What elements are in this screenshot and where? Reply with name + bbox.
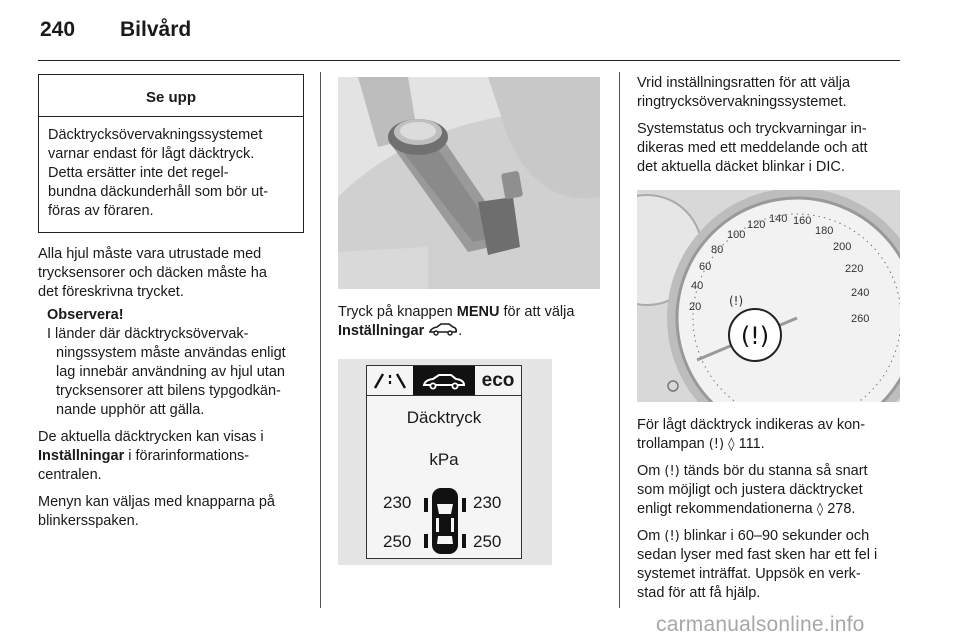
- dic-display: [366, 365, 522, 559]
- column-1: [38, 74, 304, 531]
- instruction-text: Tryck på knappen MENU för att välja Inställningar .: [338, 304, 575, 339]
- page-number: 240: [40, 18, 76, 41]
- svg-text:160: 160: [793, 215, 812, 227]
- pressure-rear-right: 250: [473, 532, 502, 551]
- caution-heading: Se upp: [39, 75, 303, 117]
- page-reference-icon: ◊: [728, 437, 735, 452]
- road-icon: [372, 372, 408, 390]
- tpms-warning-icon-small: (!): [729, 294, 744, 308]
- paragraph-select-dial: Vrid inställningsratten för att välja ringtrycksövervakningssystemet.: [637, 75, 851, 110]
- column-2: [338, 74, 603, 565]
- car-top-view-icon: [423, 486, 467, 556]
- paragraph-settings: De aktuella däcktrycken kan visas i Inställningar i förarinformations- centralen.: [38, 429, 264, 483]
- column-divider-1: [320, 72, 321, 608]
- caution-box: [38, 74, 304, 233]
- column-divider-2: [619, 72, 620, 608]
- tab-eco: eco: [481, 369, 515, 391]
- svg-text:80: 80: [711, 244, 724, 256]
- svg-text:200: 200: [833, 241, 852, 253]
- tab-trip-icon: [367, 366, 413, 395]
- svg-text:180: 180: [815, 225, 834, 237]
- tab-vehicle-settings: [413, 366, 475, 395]
- paragraph-menu: Menyn kan väljas med knapparna på blinkersspaken.: [38, 494, 275, 529]
- tire-pressure-display-figure: [338, 359, 552, 565]
- caution-text: [39, 117, 303, 232]
- display-unit: kPa: [429, 450, 459, 469]
- pressure-front-right: 230: [473, 493, 502, 512]
- tpms-warning-icon-large: (!): [740, 322, 770, 350]
- caution-line: varnar endast för lågt däcktryck.: [48, 146, 255, 162]
- paragraph-lights-up: Om (!) tänds bör du stanna så snart som möjligt och justera däcktrycket enligt rekommendationerna ◊ 278.: [637, 463, 868, 517]
- svg-text:100: 100: [727, 229, 746, 241]
- svg-text:240: 240: [851, 287, 870, 299]
- speedometer-figure: [637, 190, 900, 402]
- page-reference-icon: ◊: [816, 502, 824, 517]
- car-icon: [421, 372, 467, 390]
- svg-text:20: 20: [689, 301, 702, 313]
- pressure-rear-left: 250: [383, 532, 412, 551]
- paragraph-sensors: Alla hjul måste vara utrustade med trycksensorer och däcken måste ha det föreskrivna trycket.: [38, 246, 267, 300]
- stalk-photo: [338, 77, 600, 289]
- page-header: [40, 18, 191, 48]
- svg-text:140: 140: [769, 213, 788, 225]
- settings-term: Inställningar: [38, 448, 125, 464]
- display-tab-bar: [367, 366, 521, 396]
- display-title: Däcktryck: [406, 408, 482, 427]
- column-3: [637, 74, 902, 603]
- watermark: carmanualsonline.info: [656, 613, 865, 636]
- note-title: Observera!: [47, 307, 124, 323]
- section-title: Bilvård: [120, 18, 192, 41]
- caution-line: Däcktrycksövervakningssystemet: [48, 127, 263, 143]
- menu-term: MENU: [456, 304, 500, 320]
- settings-term: Inställningar: [338, 323, 425, 339]
- svg-text:60: 60: [699, 261, 712, 273]
- tpms-warning-icon: (!): [708, 437, 725, 452]
- paragraph-system-status: Systemstatus och tryckvarningar in- dikeras med ett meddelande och att det aktuella däcket blinkar i DIC.: [637, 121, 868, 175]
- svg-text:120: 120: [747, 219, 766, 231]
- paragraph-flashing: Om (!) blinkar i 60–90 sekunder och sedan lyser med fast sken har ett fel i systemet inträffat. Uppsök en verk- stad för att få hjälp.: [637, 528, 878, 601]
- tpms-warning-icon: (!): [664, 464, 680, 479]
- car-settings-icon: [428, 322, 458, 336]
- tpms-warning-icon: (!): [664, 529, 680, 544]
- header-rule: [38, 60, 900, 61]
- note-block: Observera! I länder där däcktrycksövervak- ningssystem måste användas enligt lag innebär användning av hjul utan trycksensorer att bilens typgodkän- nande upphör att gälla.: [38, 306, 304, 420]
- turn-signal-stalk-illustration: [338, 77, 600, 289]
- caution-line: bundna däckunderhåll som bör ut-: [48, 184, 269, 200]
- svg-text:260: 260: [851, 313, 870, 325]
- speedometer-illustration: [637, 190, 900, 402]
- caution-line: föras av föraren.: [48, 203, 154, 219]
- paragraph-low-pressure: För lågt däcktryck indikeras av kon- trollampan (!) ◊ 111.: [637, 417, 866, 452]
- svg-text:220: 220: [845, 263, 864, 275]
- svg-text:40: 40: [691, 280, 704, 292]
- pressure-front-left: 230: [383, 493, 412, 512]
- caution-line: Detta ersätter inte det regel-: [48, 165, 229, 181]
